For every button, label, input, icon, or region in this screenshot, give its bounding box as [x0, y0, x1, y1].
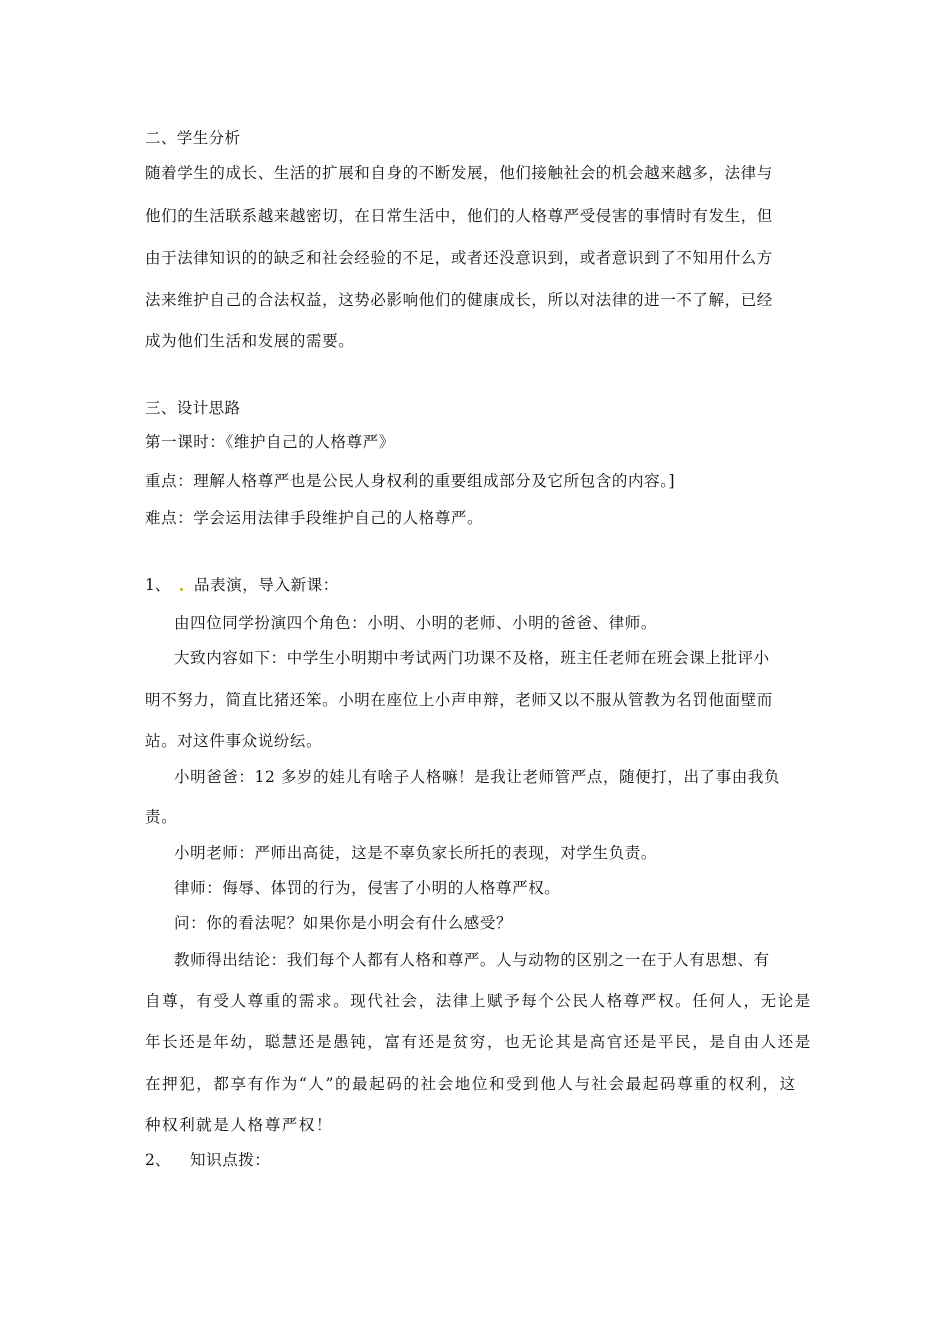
step1-summary-line-2: 明不努力，简直比猪还笨。小明在座位上小声申辩，老师又以不服从管教为名罚他面壁而 [145, 691, 773, 709]
stray-mark [180, 588, 183, 591]
step1-conclusion-line-2: 自尊，有受人尊重的需求。现代社会，法律上赋予每个公民人格尊严权。任何人，无论是 [145, 992, 812, 1010]
section2-heading: 二、学生分析 [145, 129, 241, 147]
step1-conclusion-line-3: 年长还是年幼，聪慧还是愚钝，富有还是贫穷，也无论其是高官还是平民，是自由人还是 [145, 1033, 812, 1051]
step1-father-line-2: 责。 [145, 808, 178, 826]
step1-title: 品表演，导入新课： [194, 576, 339, 594]
step1-conclusion-line-1: 教师得出结论：我们每个人都有人格和尊严。人与动物的区别之一在于人有思想、有 [174, 951, 770, 969]
step2-number: 2、 [145, 1151, 171, 1169]
step1-number: 1、 [145, 576, 171, 594]
section2-paragraph-line-5: 成为他们生活和发展的需要。 [145, 332, 355, 350]
section3-difficulty: 难点：学会运用法律手段维护自己的人格尊严。 [145, 509, 484, 527]
section2-paragraph-line-2: 他们的生活联系越来越密切，在日常生活中，他们的人格尊严受侵害的事情时有发生，但 [145, 207, 773, 225]
section2-paragraph-line-3: 由于法律知识的的缺乏和社会经验的不足，或者还没意识到，或者意识到了不知用什么方 [145, 249, 773, 267]
step1-question: 问：你的看法呢？如果你是小明会有什么感受？ [174, 914, 513, 932]
step1-conclusion-line-4: 在押犯，都享有作为“人”的最起码的社会地位和受到他人与社会最起码尊重的权利，这 [145, 1075, 797, 1093]
step1-teacher: 小明老师：严师出高徒，这是不辜负家长所托的表现，对学生负责。 [174, 844, 658, 862]
step1-summary-line-1: 大致内容如下：中学生小明期中考试两门功课不及格，班主任老师在班会课上批评小 [174, 649, 770, 667]
step1-roles: 由四位同学扮演四个角色：小明、小明的老师、小明的爸爸、律师。 [174, 614, 658, 632]
section2-paragraph-line-4: 法来维护自己的合法权益，这势必影响他们的健康成长，所以对法律的进一不了解，已经 [145, 291, 773, 309]
step1-father-line-1: 小明爸爸：12 多岁的娃儿有啥子人格嘛！是我让老师管严点，随便打，出了事由我负 [174, 768, 781, 786]
step1-conclusion-line-5: 种权利就是人格尊严权！ [145, 1116, 334, 1134]
step2-title: 知识点拨： [190, 1151, 271, 1169]
section2-paragraph-line-1: 随着学生的成长、生活的扩展和自身的不断发展，他们接触社会的机会越来越多，法律与 [145, 164, 773, 182]
section3-key-point: 重点：理解人格尊严也是公民人身权利的重要组成部分及它所包含的内容。] [145, 472, 676, 490]
section3-lesson: 第一课时：《维护自己的人格尊严》 [145, 433, 395, 451]
step1-lawyer: 律师：侮辱、体罚的行为，侵害了小明的人格尊严权。 [174, 879, 561, 897]
section3-heading: 三、设计思路 [145, 399, 241, 417]
step1-summary-line-3: 站。对这件事众说纷纭。 [145, 732, 323, 750]
